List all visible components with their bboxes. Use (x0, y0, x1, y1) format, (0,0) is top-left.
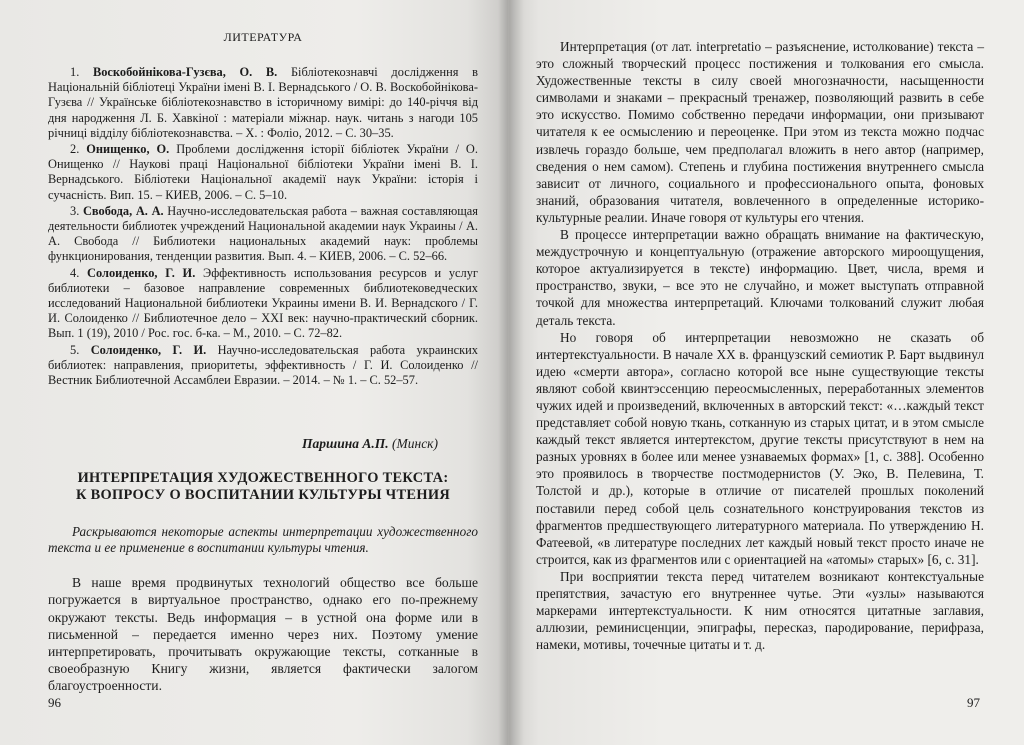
page-number: 96 (48, 695, 61, 710)
reference-text: Научно-исследовательская работа украинских библиотек: направления, приоритеты, эффективность / Г. И. Солоиденко // Вестник Библиотечной Ассамблеи Евразии. – 2014. – № 1. – С. 52–57. (48, 342, 478, 388)
article-title-line: ИНТЕРПРЕТАЦИЯ ХУДОЖЕСТВЕННОГО ТЕКСТА: (77, 470, 449, 487)
reference-list (48, 65, 478, 388)
reference-item (48, 65, 478, 141)
reference-number: 5. (70, 342, 80, 357)
body-paragraph: Но говоря об интерпретации невозможно не сказать об интертекстуальности. В начале XX в. французский семиотик Р. Барт выдвинул идею «смерти автора», согласно которой все ныне существующие тексты являют собой квинтэссенцию переосмысленных, переработанных элементов чужих идей и произведений, включенных в авторский текст: «…каждый текст представляет собой новую ткань, сотканную из старых цитат, и в этом смысле каждый текст является интертекстом, другие тексты присутствуют в нем на разных уровнях в более или менее узнаваемых формах» [1, с. 388]. Особенно это проявилось в творчестве постмодернистов (У. Эко, В. Пелевина, Т. Толстой и др.), которые в отличие от писателей прошлых поколений поставили перед собой цель сознательного конструирования текстов из фрагментов предшествующего литературного материала. По утверждению Н. Фатеевой, «в литературе последних лет каждый новый текст просто иначе не строится, как из фрагментов или с ориентацией на «атомы» старых» [6, с. 31]. (536, 329, 984, 567)
author-city: (Минск) (392, 436, 438, 452)
reference-number: 4. (70, 265, 80, 280)
body-paragraph: В процессе интерпретации важно обращать внимание на фактическую, междустрочную и концептуальную (отражение авторского мироощущения, которое актуализируется в тексте) информацию. Цвет, числа, время и пространство, звуки, – все это не случайно, и может выступать отправной точкой для множества интерпретаций. Ключами толкований служит любая деталь текста. (536, 227, 984, 328)
body-paragraph: В наше время продвинутых технологий общество все больше погружается в виртуальное пространство, однако его по-прежнему окружают тексты. Ведь информация – в устной она форме или в письменной – передается именно через них. Поэтому умение интерпретировать, прочитывать окружающие тексты, сотканные в своеобразную Книгу жизни, является фактически залогом благоустроенности. (48, 575, 478, 694)
reference-item (48, 266, 478, 342)
reference-text: Проблеми дослідження історії бібліотек України / О. Онищенко // Наукові праці Національної бібліотеки України імені В. І. Вернадського. Бібліотеки Національної академії наук України: історія і сучасність. Вип. 15. – КИЕВ, 2006. – С. 5–10. (48, 142, 478, 202)
running-head: ЛИТЕРАТУРА (223, 30, 303, 44)
article-title-line: К ВОПРОСУ О ВОСПИТАНИИ КУЛЬТУРЫ ЧТЕНИЯ (75, 487, 451, 504)
reference-text: Бібліотекознавчі дослідження в Національній бібліотеці України імені В. І. Вернадського / О. В. Воскобойнікова-Гузєва // Українське бібліотекознавство в історичному вимірі: до 140-річчя від дня народження Л. Б. Хавкіної : матеріали міжнар. наук. читань з нагоди 105 річниці відділу бібліотекознавства. – Х. : Фоліо, 2012. – С. 30–35. (48, 65, 478, 140)
reference-number: 2. (70, 142, 80, 157)
reference-item (48, 343, 478, 389)
reference-author: Онищенко, О. (86, 142, 170, 157)
body-paragraph: При восприятии текста перед читателем возникают контекстуальные препятствия, зачастую его внутреннее чутье. Эти «узлы» называются маркерами интертекстуальности. К ним относятся цитатные заглавия, аллюзии, реминисценции, эпиграфы, пересказ, пародирование, перифраза, намеки, мотивы, точечные цитаты и т. д. (536, 568, 984, 653)
article-author (48, 436, 438, 452)
reference-item (48, 204, 478, 265)
reference-author: Солоиденко, Г. И. (87, 265, 196, 280)
body-paragraph: Интерпретация (от лат. interpretatio – разъяснение, истолкование) текста – это сложный творческий процесс постижения и толкования его смысла. Художественные тексты в силу своей многозначности, насыщенности символами и знаками – прекрасный тренажер, позволяющий развить в себе это искусство. Помимо собственно передачи информации, они призывают читателя к ее осмыслению и переоценке. При этом из текста можно подчас извлечь гораздо больше, чем предполагал вложить в него автор (например, сведения о нем самом). Степень и глубина постижения внутреннего смысла зависит от личного, социального и профессионального опыта, фоновых знаний, образования читателя, вовлеченного в определенные историко-культурные реалии. Иначе говоря от культуры его чтения. (536, 39, 984, 225)
right-page (508, 0, 1024, 745)
reference-text: Научно-исследовательская работа – важная составляющая деятельности библиотек учреждений Национальной академии наук Украины / А. А. Свобода // Библиотеки национальных академий наук: проблемы функционирования, тенденции развития. Вып. 4. – КИЕВ, 2006. – С. 52–66. (48, 203, 478, 264)
article-title (48, 470, 478, 504)
author-name: Паршина А.П. (301, 436, 389, 452)
reference-author: Солоиденко, Г. И. (90, 342, 207, 357)
reference-number: 1. (70, 65, 80, 79)
reference-author: Воскобойнікова-Гузєва, О. В. (92, 65, 278, 79)
article-abstract: Раскрываются некоторые аспекты интерпретации художественного текста и ее применение в воспитании культуры чтения. (48, 524, 478, 556)
reference-author: Свобода, А. А. (82, 203, 164, 218)
page-number: 97 (967, 695, 980, 710)
left-page (0, 0, 508, 745)
reference-number: 3. (70, 203, 80, 218)
reference-item (48, 142, 478, 203)
reference-text: Эффективность использования ресурсов и услуг библиотеки – базовое направление современных библиотековедческих исследований Национальной библиотеки Украины имени В. И. Вернадского / Г. И. Солоиденко // Библиотечное дело – XXI век: научно-практический сборник. Вып. 1 (19), 2010 / Рос. гос. б-ка. – М., 2010. – С. 72–82. (48, 265, 478, 341)
